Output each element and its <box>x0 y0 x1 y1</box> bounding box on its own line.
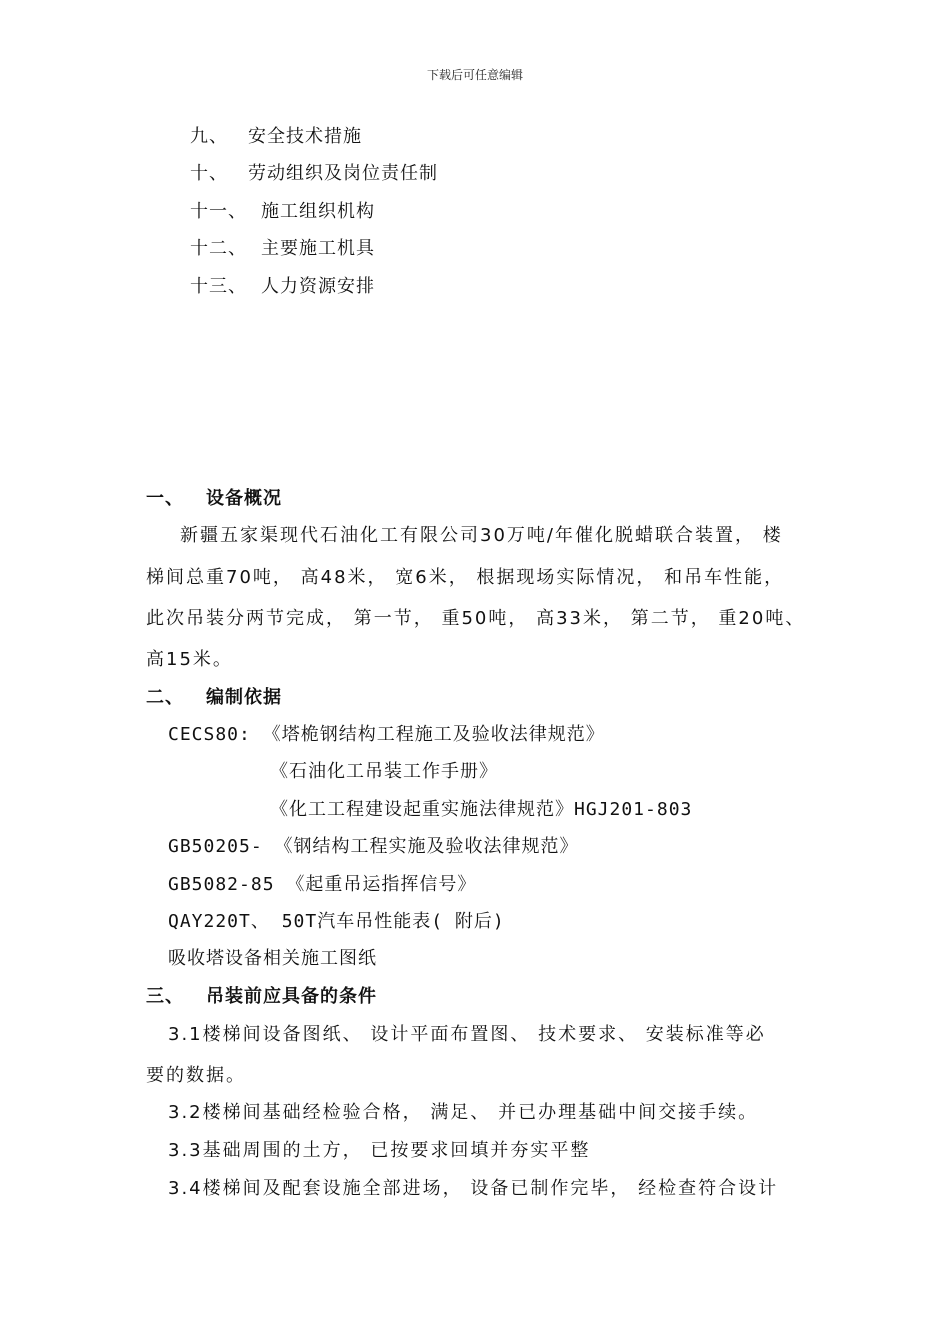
section-heading-1 <box>146 487 282 511</box>
section-number: 一、 <box>146 488 184 509</box>
toc-text: 主要施工机具 <box>261 238 375 259</box>
toc-number: 九、 <box>190 126 228 147</box>
paragraph-line: 梯间总重70吨， 高48米， 宽6米， 根据现场实际情况， 和吊车性能， <box>146 567 785 588</box>
paragraph-line: 3.2楼梯间基础经检验合格， 满足、 并已办理基础中间交接手续。 <box>168 1102 759 1123</box>
section-title: 吊装前应具备的条件 <box>206 986 377 1007</box>
toc-text: 人力资源安排 <box>261 276 375 297</box>
toc-number: 十二、 <box>190 238 247 259</box>
reference-line: QAY220T、 50T汽车吊性能表( 附后) <box>168 911 505 932</box>
paragraph-line: 3.3基础周围的土方， 已按要求回填并夯实平整 <box>168 1140 591 1161</box>
paragraph-line: 3.1楼梯间设备图纸、 设计平面布置图、 技术要求、 安装标准等必 <box>168 1024 766 1045</box>
section-title: 编制依据 <box>206 687 282 708</box>
reference-line: 《化工工程建设起重实施法律规范》HGJ201-803 <box>270 799 693 820</box>
toc-item <box>190 237 375 261</box>
toc-text: 施工组织机构 <box>261 201 375 222</box>
toc-item <box>190 275 375 299</box>
paragraph-line: 新疆五家渠现代石油化工有限公司30万吨/年催化脱蜡联合装置， 楼 <box>180 525 783 546</box>
toc-text: 劳动组织及岗位责任制 <box>248 163 438 184</box>
section-heading-3 <box>146 985 377 1009</box>
reference-line: GB5082-85 《起重吊运指挥信号》 <box>168 874 477 895</box>
paragraph-line: 要的数据。 <box>146 1065 246 1086</box>
paragraph-line: 此次吊装分两节完成， 第一节， 重50吨， 高33米， 第二节， 重20吨、 <box>146 608 806 629</box>
reference-line: GB50205- 《钢结构工程实施及验收法律规范》 <box>168 836 579 857</box>
page-header: 下载后可任意编辑 <box>426 68 523 82</box>
toc-item <box>190 200 375 224</box>
toc-item <box>190 125 362 149</box>
reference-line: 《石油化工吊装工作手册》 <box>270 761 498 782</box>
section-number: 二、 <box>146 687 184 708</box>
toc-item <box>190 162 438 186</box>
toc-number: 十、 <box>190 163 228 184</box>
toc-number: 十一、 <box>190 201 247 222</box>
section-number: 三、 <box>146 986 184 1007</box>
section-heading-2 <box>146 686 282 710</box>
section-title: 设备概况 <box>206 488 282 509</box>
toc-number: 十三、 <box>190 276 247 297</box>
paragraph-line: 高15米。 <box>146 649 233 670</box>
reference-line: CECS80: 《塔桅钢结构工程施工及验收法律规范》 <box>168 724 605 745</box>
toc-text: 安全技术措施 <box>248 126 362 147</box>
paragraph-line: 3.4楼梯间及配套设施全部进场， 设备已制作完毕， 经检查符合设计 <box>168 1178 779 1199</box>
reference-line: 吸收塔设备相关施工图纸 <box>168 948 377 969</box>
